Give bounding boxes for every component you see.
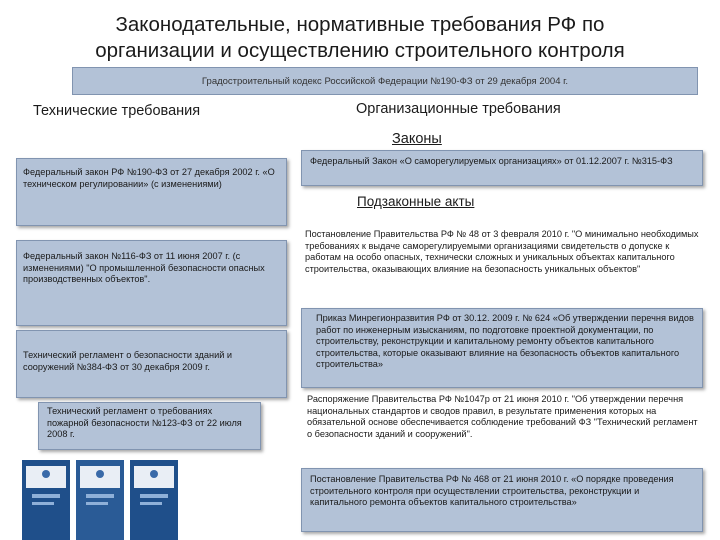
doc-text: Федеральный Закон «О саморегулируемых организациях» от 01.12.2007 г. №315-ФЗ bbox=[310, 156, 673, 166]
book-cover-2 bbox=[76, 460, 124, 540]
heading-laws: Законы bbox=[392, 131, 442, 147]
title-line-2: организации и осуществлению строительного контроля bbox=[95, 39, 625, 62]
doc-text: Постановление Правительства РФ № 468 от 21 июня 2010 г. «О порядке проведения строительного контроля при осуществлении строительства, реконструкции и капитального ремонта объектов капитального строительства» bbox=[310, 474, 674, 508]
heading-bylaws: Подзаконные акты bbox=[357, 194, 475, 209]
doc-text: Постановление Правительства РФ № 48 от 3 февраля 2010 г. "О минимально необходимых требованиях к выдаче саморегулируемыми организациями свидетельств о допуске к работам на особо опасных, технически сложных и уникальных объектах капитального строительства, оказывающих влияние на безопасность уникальных объектов" bbox=[305, 229, 699, 274]
doc-federal-law-184 bbox=[16, 158, 287, 226]
doc-government-resolution-468 bbox=[301, 468, 703, 532]
doc-text: Технический регламент о безопасности зданий и сооружений №384-ФЗ от 30 декабря 2009 г. bbox=[23, 350, 233, 372]
doc-government-directive-1047r bbox=[307, 394, 701, 440]
doc-tech-regulation-buildings bbox=[16, 330, 287, 398]
doc-text: Распоряжение Правительства РФ №1047р от 21 июня 2010 г. "Об утверждении перечня национальных стандартов и сводов правил, в результате применения которых на обязательной основе обеспечивается соблюдение требований ФЗ "Технический регламент о безопасности зданий и сооружений". bbox=[307, 394, 698, 439]
doc-text: Технический регламент о требованиях пожарной безопасности №123-ФЗ от 22 июля 2008 г. bbox=[47, 406, 242, 440]
doc-government-resolution-48 bbox=[305, 229, 701, 275]
doc-tech-regulation-fire-safety bbox=[38, 402, 261, 450]
doc-ministry-order-624 bbox=[301, 308, 703, 388]
heading-technical-requirements: Технические требования bbox=[33, 103, 201, 119]
doc-federal-law-315 bbox=[301, 150, 703, 186]
heading-organizational-requirements: Организационные требования bbox=[356, 101, 561, 117]
urban-planning-code-bar: Градостроительный кодекс Российской Федерации №190-ФЗ от 29 декабря 2004 г. bbox=[72, 67, 698, 95]
title-line-1: Законодательные, нормативные требования РФ по bbox=[115, 13, 605, 36]
book-cover-1 bbox=[22, 460, 70, 540]
doc-federal-law-116 bbox=[16, 240, 287, 326]
doc-text: Приказ Минрегионразвития РФ от 30.12. 2009 г. № 624 «Об утверждении перечня видов работ по инженерным изысканиям, по подготовке проектной документации, по строительству, реконструкции и капитальному ремонту объектов капитального строительства, которые оказывают влияние на безопасность объектов капитального строительства» bbox=[316, 313, 694, 370]
regulation-books-image bbox=[22, 460, 182, 540]
page-title bbox=[0, 12, 720, 64]
book-cover-3 bbox=[130, 460, 178, 540]
doc-text: Федеральный закон РФ №190-ФЗ от 27 декабря 2002 г. «О техническом регулировании» (с изменениями) bbox=[23, 167, 275, 189]
doc-text: Федеральный закон №116-ФЗ от 11 июня 2007 г. (с изменениями) "О промышленной безопасности опасных производственных объектов". bbox=[23, 251, 265, 285]
